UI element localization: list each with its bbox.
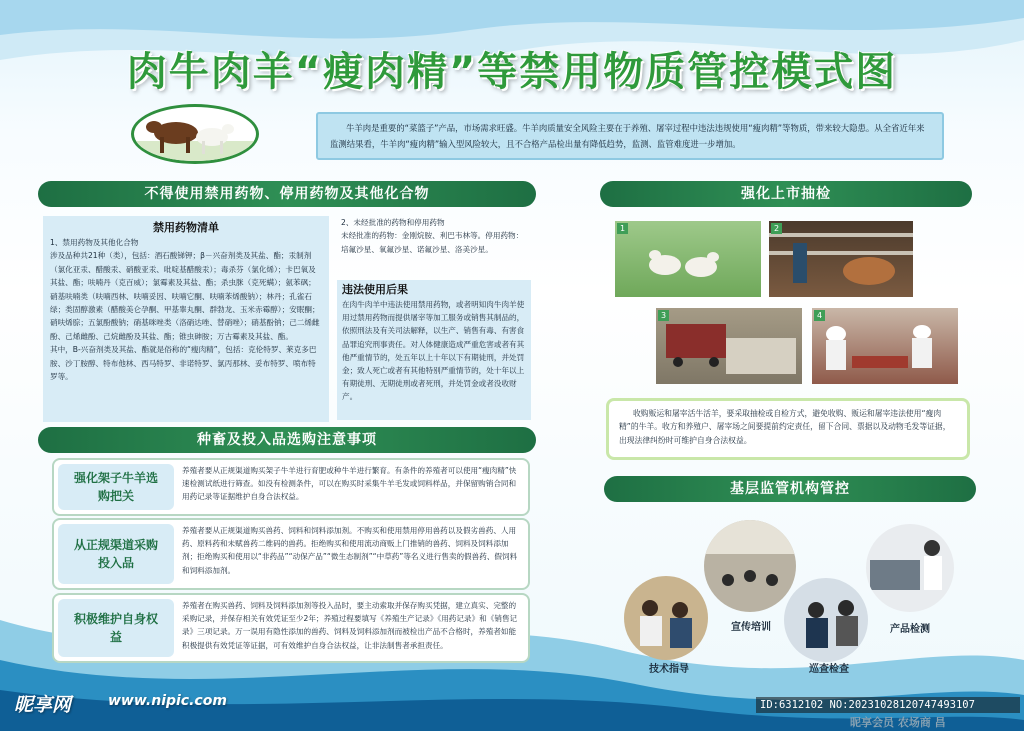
- watermark-logo: 昵享网: [14, 694, 72, 716]
- inspection-photo: [780, 576, 872, 668]
- cattle-pen-illustration: [769, 221, 913, 297]
- sampling-note: 收购贩运和屠宰活牛活羊，要采取抽检或自检方式，避免收购、贩运和屠宰违法使用“瘦肉精”的牛羊。收方和养殖户、屠宰场之间要提前约定责任，留下合同、票据以及动物毛发等证据，出现法律纠纷时可维护自身合法权益。: [606, 398, 970, 460]
- banned-list-body: 1、禁用药物及其他化合物 涉及品种共21种（类），包括：酒石酸锑钾；β－兴奋剂类及其盐、酯；汞制剂（氯化亚汞、醋酸汞、硝酸亚汞、吡啶基醋酸汞）；毒杀芬（氯化烯）；卡巴氧及其盐、酯；呋喃丹（克百威）；氯霉素及其盐、酯；杀虫脒（克死螨）；氨苯砜；硝基呋喃类（呋喃西林、呋喃妥因、呋喃它酮、呋喃苯烯酸钠）；林丹；孔雀石绿；类固醇激素（醋酸美仑孕酮、甲基睾丸酮、群勃龙、玉米赤霉醇）；安眠酮；硝呋烯腙；五氯酚酸钠；硝基咪唑类（洛硝达唑、替硝唑）；硝基酚钠；己二烯雌酚、己烯雌酚、己烷雌酚及其盐、酯；锥虫砷胺；万古霉素及其盐、酯。 其中，B-兴奋剂类及其盐、酯就是俗称的“瘦肉精”，包括：克伦特罗、莱克多巴胺、沙丁胺醇、特布他林、西马特罗、非诺特罗、氯丙那林、妥布特罗、喷布特罗等。: [50, 238, 320, 382]
- slaughterhouse-illustration: [812, 308, 958, 384]
- row-protect-rights: [52, 593, 530, 663]
- sampling-photo-cattle-pen: [769, 221, 913, 297]
- row-legal-purchase: [52, 518, 530, 590]
- banned-list-panel: [43, 216, 329, 422]
- row-text: 养殖者要从正规渠道购买架子牛羊进行育肥或种牛羊进行繁育。有条件的养殖者可以使用“瘦肉精”快速检测试纸进行筛查。如没有检测条件，可以在购买时采集牛羊毛发或饲料样品，并保留购销合同和用药记录等证据维护自身合法权益。: [182, 466, 517, 502]
- section-sampling-header: 强化上市抽检: [600, 181, 972, 207]
- section-banned-header: 不得使用禁用药物、停用药物及其他化合物: [38, 181, 536, 207]
- cattle-sheep-logo: [131, 104, 259, 164]
- row-label: 积极维护自身权益: [58, 599, 174, 657]
- unapproved-drugs-body: 2、未经批准的药物和停用药物 未经批准的药物：金刚烷胺、利巴韦林等。停用药物：培氟沙星、氧氟沙星、诺氟沙星、洛美沙星。: [341, 218, 524, 254]
- sampling-photo-sheep: [615, 221, 761, 297]
- page-title: 肉牛肉羊“瘦肉精”等禁用物质管控模式图: [126, 49, 898, 95]
- section-seed-header: 种畜及投入品选购注意事项: [38, 427, 536, 453]
- row-select-cattle: [52, 458, 530, 516]
- intro-paragraph: 牛羊肉是重要的“菜篮子”产品，市场需求旺盛。牛羊肉质量安全风险主要在于养殖、屠宰过程中违法违规使用“瘦肉精”等物质，带来较大隐患。从全省近年来监测结果看，牛羊肉“瘦肉精”输入型风险较大，且不合格产品检出量有降低趋势，监测、监管难度进一步增加。: [316, 112, 944, 160]
- cattle-sheep-illustration: [134, 107, 256, 161]
- caption-testing: 产品检测: [890, 624, 930, 635]
- violation-heading: 违法使用后果: [342, 283, 408, 296]
- watermark-sub: 昵享会员 农场商 昌: [850, 716, 946, 729]
- banned-list-heading: 禁用药物清单: [153, 221, 219, 234]
- sampling-photo-truck: [656, 308, 802, 384]
- section-grassroots-header: 基层监管机构管控: [604, 476, 976, 502]
- violation-panel: [337, 280, 531, 420]
- row-label: 强化架子牛羊选购把关: [58, 464, 174, 510]
- photo-number: 1: [617, 223, 628, 234]
- sampling-photo-slaughterhouse: [812, 308, 958, 384]
- photo-number: 2: [771, 223, 782, 234]
- photo-number: 3: [658, 310, 669, 321]
- unapproved-drugs-panel: [337, 214, 531, 274]
- training-photo: [700, 518, 800, 618]
- livestock-truck-illustration: [656, 308, 802, 384]
- caption-guidance: 技术指导: [649, 664, 689, 675]
- caption-training: 宣传培训: [731, 622, 771, 633]
- watermark-url: www.nipic.com: [108, 693, 227, 709]
- photo-number: 4: [814, 310, 825, 321]
- sheep-photo-illustration: [615, 221, 761, 297]
- watermark-id: ID:6312102 NO:20231028120747493107: [756, 697, 1020, 713]
- row-text: 养殖者在购买兽药、饲料及饲料添加剂等投入品时，要主动索取并保存购买凭据，建立真实、完整的采购记录，并保存相关有效凭证至少2年；养殖过程要填写《养殖生产记录》《用药记录》和《销售记录》三项记录。万一误用有隐性添加的兽药、饲料及饲料添加剂而被检出产品不合格时，养殖者如能积极提供有效凭证等证据，可有效维护自身合法权益，让非法制售者承担责任。: [182, 601, 518, 650]
- row-text: 养殖者要从正规渠道购买兽药、饲料和饲料添加剂。不购买和使用禁用停用兽药以及假劣兽药、人用药、原料药和未赋兽药二维码的兽药。拒绝购买和使用流动商贩上门推销的兽药、饲料及饲料添加剂；拒绝购买和使用以“非药品”“动保产品”“微生态制剂”“中草药”等名义进行售卖的假兽药、假饲料和饲料添加剂。: [182, 526, 518, 575]
- violation-body: 在肉牛肉羊中违法使用禁用药物，或者明知肉牛肉羊使用过禁用药物而提供屠宰等加工服务或销售其制品的，依照刑法及有关司法解释，以生产、销售有毒、有害食品罪追究刑事责任。对人体健康造成严重危害或者有其他严重情节的，处五年以上十年以下有期徒刑，并处罚金；致人死亡或者有其他特别严重情节的，处十年以上有期徒刑、无期徒刑或者死刑，并处罚金或者没收财产。: [342, 300, 525, 402]
- guidance-photo: [620, 572, 712, 664]
- testing-photo: [860, 520, 960, 620]
- row-label: 从正规渠道采购投入品: [58, 524, 174, 584]
- grassroots-photo-collage: [620, 510, 970, 680]
- caption-inspection: 巡查检查: [809, 664, 849, 675]
